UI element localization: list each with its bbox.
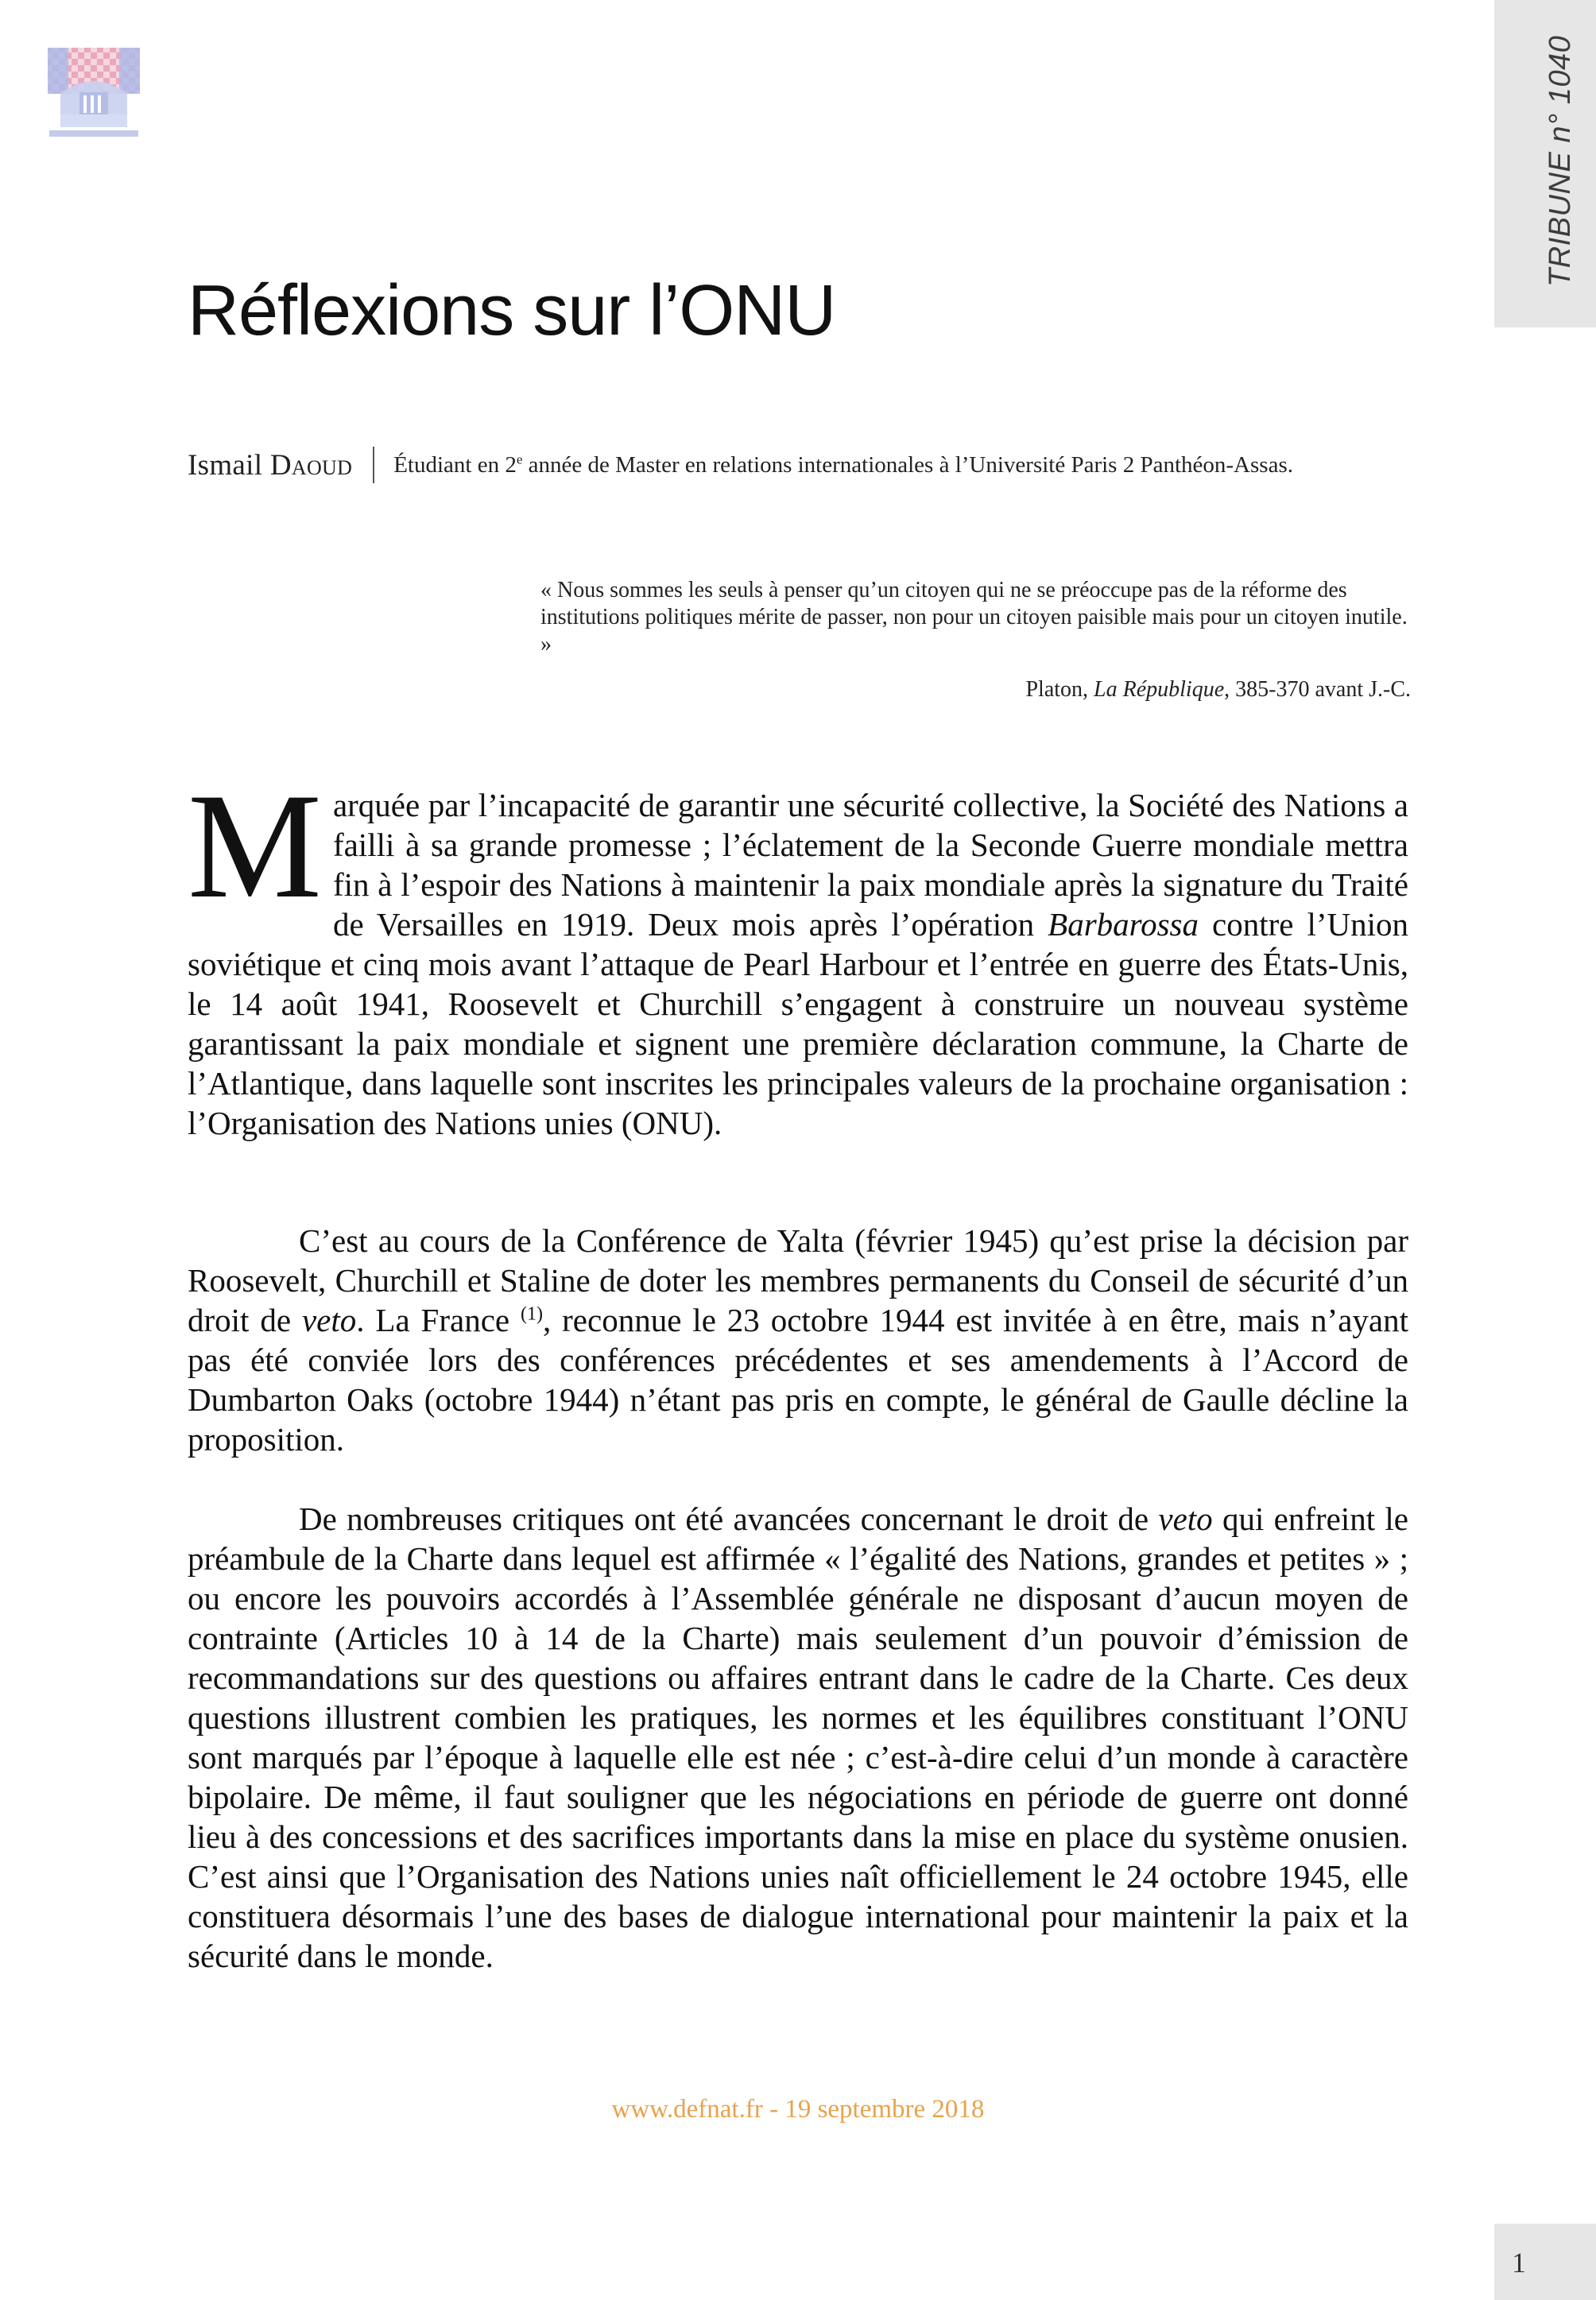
page-number-tab — [1494, 2224, 1596, 2300]
article-title: Réflexions sur l’ONU — [188, 271, 836, 350]
author-line — [188, 447, 1427, 483]
footer-site-date[interactable]: www.defnat.fr - 19 septembre 2018 — [611, 2095, 985, 2124]
footnote-ref-1[interactable]: (1) — [521, 1303, 543, 1325]
author-name — [188, 448, 352, 482]
epigraph-quote: « Nous sommes les seuls à penser qu’un citoyen qui ne se préoccupe pas de la réforme des institutions politiques mérite de passer, non pour un citoyen paisible mais pour un citoyen inutile. » — [540, 578, 1408, 656]
drop-cap: M — [188, 763, 322, 930]
paragraph-2: C’est au cours de la Conférence de Yalta (février 1945) qu’est prise la décision par Roosevelt, Churchill et Staline de doter les membres permanents du Conseil de sécurité d’un droit de veto. La France $^{(1)}$, reconnue le 23 octobre 1944 est invitée à en être, mais n’ayant pas été conviée lors des conférences précédentes et ses amendements à l’Accord de Dumbarton Oaks (octobre 1944) n’étant pas pris en compte, le général de Gaulle décline la proposition. — [188, 1222, 1408, 1458]
paragraph-3: De nombreuses critiques ont été avancées concernant le droit de veto qui enfreint le préambule de la Charte dans lequel est affirmée « l’égalité des Nations, grandes et petites » ; ou encore les pouvoirs accordés à l’Assemblée générale ne disposant d’aucun moyen de contrainte (Articles 10 à 14 de la Charte) mais seulement d’un pouvoir d’émission de recommandations sur des questions ou affaires entrant dans le cadre de la Charte. Ces deux questions illustrent combien les pratiques, les normes et les équilibres constituant l’ONU sont marqués par l’époque à laquelle elle est née ; c’est-à-dire celui d’un monde à caractère bipolaire. De même, il faut souligner que les négociations en période de guerre ont donné lieu à des concessions et des sacrifices importants dans la mise en place du système onusien. C’est ainsi que l’Organisation des Nations unies naît officiellement le 24 octobre 1945, elle constituera désormais l’une des bases de dialogue international pour maintenir la paix et la sécurité dans le monde. — [188, 1500, 1409, 1974]
institution-logo — [46, 46, 141, 141]
author-description: Étudiant en 2e année de Master en relations internationales à l’Université Paris 2 Panthéon-Assas. — [393, 451, 1293, 478]
tribune-label: TRIBUNE n° 1040 — [1544, 35, 1577, 287]
author-first-name: Ismail — [188, 448, 263, 482]
defense-institution-logo-icon — [46, 46, 141, 141]
author-separator — [373, 447, 374, 483]
epigraph-source: Platon, La République, 385-370 avant J.-C. — [1025, 677, 1411, 702]
paragraph-1: Marquée par l’incapacité de garantir une sécurité collective, la Société des Nations a failli à sa grande promesse ; l’éclatement de la Seconde Guerre mondiale mettra fin à l’espoir des Nations à maintenir la paix mondiale après la signature du Traité de Versailles en 1919. Deux mois après l’opération Barbarossa contre l’Union soviétique et cinq mois avant l’attaque de Pearl Harbour et l’entrée en guerre des États-Unis, le 14 août 1941, Roosevelt et Churchill s’engagent à construire un nouveau système garantissant la paix mondiale et signent une première déclaration commune, la Charte de l’Atlantique, dans laquelle sont inscrites les principales valeurs de la prochaine organisation : l’Organisation des Nations unies (ONU). — [188, 763, 1408, 1141]
author-last-name: Daoud — [269, 448, 353, 482]
page-number: 1 — [1512, 2247, 1526, 2279]
tribune-sidebar-tab — [1494, 0, 1596, 327]
